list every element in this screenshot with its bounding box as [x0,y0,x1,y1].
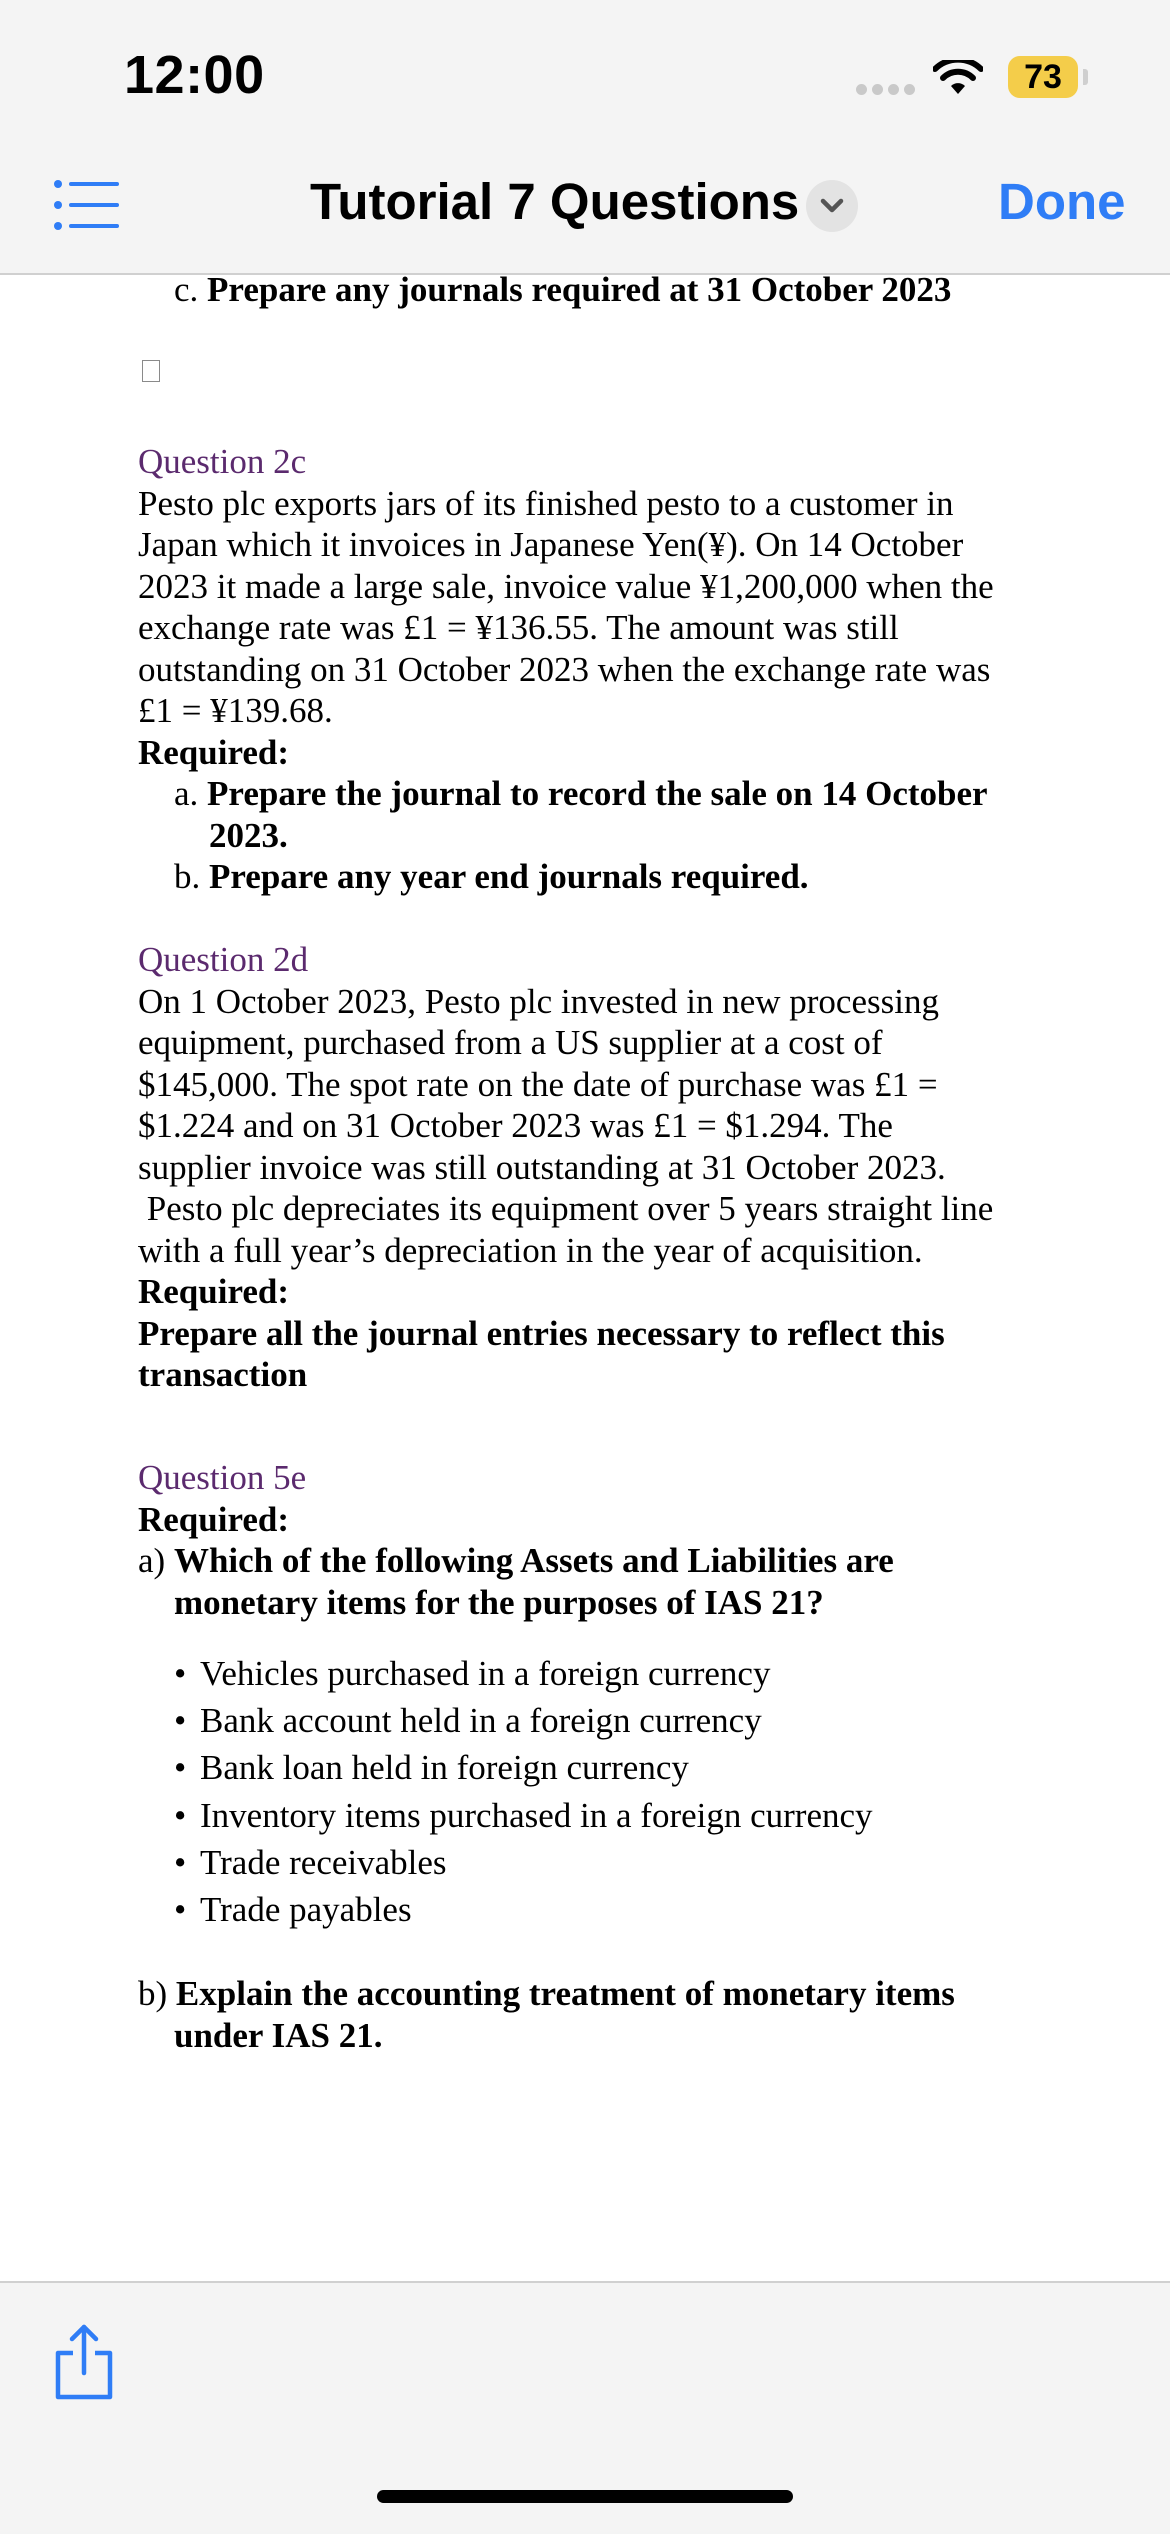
part-a: a) Which of the following Assets and Liabilities are [138,1541,894,1580]
required-label: Required: [138,1272,290,1311]
paragraph-line: Japan which it invoices in Japanese Yen(¥). On 14 October [138,525,964,564]
paragraph-line: Pesto plc depreciates its equipment over 5 years straight line [138,1189,994,1228]
paragraph-line: equipment, purchased from a US supplier at a cost of [138,1023,883,1062]
task-line: transaction [138,1355,308,1394]
battery-indicator: 73 [1008,56,1078,98]
list-item: • Trade payables [174,1886,1138,1933]
part-a-continuation: monetary items for the purposes of IAS 21? [174,1582,824,1622]
checkbox-glyph [142,360,160,382]
paragraph-line: $145,000. The spot rate on the date of purchase was £1 = [138,1064,938,1104]
list-icon[interactable] [54,180,120,230]
paragraph-line: Pesto plc exports jars of its finished pesto to a customer in [138,483,954,523]
paragraph-line: £1 = ¥139.68. [138,691,333,730]
list-item: • Bank account held in a foreign currency [174,1697,1138,1744]
paragraph-line: supplier invoice was still outstanding at 31 October 2023. [138,1147,946,1187]
title-menu-button[interactable] [806,180,858,232]
status-bar [0,0,1170,150]
paragraph-line: On 1 October 2023, Pesto plc invested in new processing [138,981,939,1021]
list-item: a. Prepare the journal to record the sale on 14 October [174,774,988,813]
cellular-signal-icon [856,84,916,96]
paragraph-line: outstanding on 31 October 2023 when the exchange rate was [138,649,991,689]
home-indicator[interactable] [377,2490,793,2503]
document-title[interactable]: Tutorial 7 Questions [310,173,800,230]
bullet-list [174,1650,1138,1933]
paragraph-line: with a full year’s depreciation in the year of acquisition. [138,1230,923,1270]
chevron-down-icon [806,180,858,232]
paragraph-line: 2023 it made a large sale, invoice value ¥1,200,000 when the [138,566,994,606]
required-label: Required: [138,732,290,772]
required-label: Required: [138,1499,290,1539]
battery-tip [1083,69,1088,85]
nav-bar [0,150,1170,275]
paragraph-line: exchange rate was £1 = ¥136.55. The amount was still [138,608,899,647]
part-b: b) Explain the accounting treatment of monetary items [138,1974,955,2014]
status-time: 12:00 [124,45,265,105]
paragraph-line: $1.224 and on 31 October 2023 was £1 = $1.294. The [138,1106,893,1145]
list-item: • Inventory items purchased in a foreign currency [174,1792,1138,1839]
prior-item: c. Prepare any journals required at 31 October 2023 [174,274,952,309]
question-heading: Question 2d [138,940,309,979]
question-2d [138,939,1138,1396]
list-item-continuation: 2023. [209,815,288,855]
question-heading: Question 5e [138,1458,307,1497]
question-2c [138,441,1138,898]
share-icon[interactable] [52,2323,116,2401]
part-b-continuation: under IAS 21. [174,2015,383,2055]
list-item: b. Prepare any year end journals required. [174,857,809,896]
list-item: • Trade receivables [174,1839,1138,1886]
wifi-icon [933,60,983,96]
done-button[interactable]: Done [998,173,1126,230]
question-heading: Question 2c [138,442,307,481]
document-content [0,274,1170,2272]
list-item: • Bank loan held in foreign currency [174,1744,1138,1791]
question-5e [138,1457,1138,2056]
list-item: • Vehicles purchased in a foreign currency [174,1650,1138,1697]
task-line: Prepare all the journal entries necessary to reflect this [138,1313,945,1353]
